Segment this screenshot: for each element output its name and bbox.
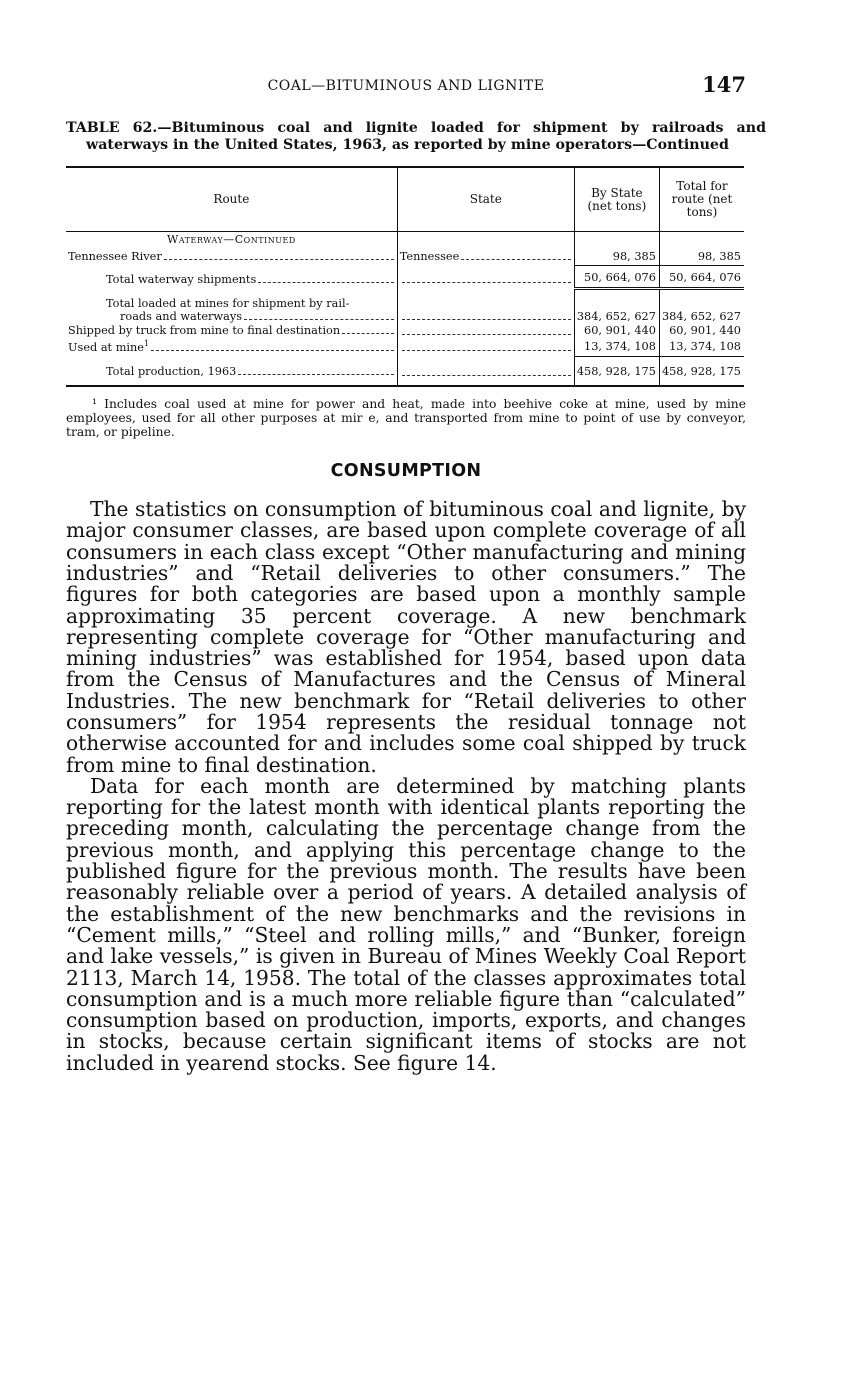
- route-used-at-mine: Used at mine$^1$: [68, 339, 150, 354]
- cell-by-state: 458, 928, 175: [574, 356, 659, 386]
- table-caption: TABLE 62.—Bituminous coal and lignite loaded for shipment by railroads and waterways in the United States, 1963, as reported by mine operators—Continued: [66, 120, 766, 153]
- cell-total: 98, 385: [659, 249, 744, 266]
- cell-by-state: 384, 652, 627: [574, 288, 659, 325]
- route-total-loaded-line2: roads and waterways: [120, 309, 243, 323]
- cell-by-state: 98, 385: [574, 249, 659, 266]
- footnote-mark: 1: [143, 339, 150, 349]
- shipment-table: [66, 166, 744, 387]
- body-text: [66, 499, 746, 1074]
- section-label: Waterway—Continued: [167, 233, 296, 246]
- cell-total: 50, 664, 076: [659, 266, 744, 289]
- route-tennessee-river: Tennessee River: [68, 250, 162, 264]
- header-by-state: By State (net tons): [574, 167, 659, 232]
- table-row: [66, 266, 744, 289]
- paragraph: Data for each month are determined by matching plants reporting for the latest month with identical plants reporting the preceding month, calculating the percentage change from the previous month, and applying this percentage change to the published figure for the previous month. The results have been reasonably reliable over a period of years. A detailed analysis of the establishment of the new benchmarks and the revisions in “Cement mills,” “Steel and rolling mills,” and “Bunker, foreign and lake vessels,” is given in Bureau of Mines Weekly Coal Report 2113, March 14, 1958. The total of the classes approximates total consumption and is a much more reliable figure than “calculated” consumption based on production, imports, exports, and changes in stocks, because certain significant items of stocks are not included in yearend stocks. See figure 14.: [66, 773, 746, 1075]
- route-total-loaded-line1: Total loaded at mines for shipment by rail-: [106, 297, 350, 311]
- paragraph: The statistics on consumption of bituminous coal and lignite, by major consumer classes, are based upon complete coverage of all consumers in each class except “Other manufacturing and mining industries” and “Retail deliveries to other consumers.” The figures for both categories are based upon a monthly sample approximating 35 percent coverage. A new benchmark representing complete coverage for “Other manufacturing and mining industries” was established for 1954, based upon data from the Census of Manufactures and the Census of Mineral Industries. The new benchmark for “Retail deliveries to other consumers” for 1954 represents the residual tonnage not otherwise accounted for and includes some coal shipped by truck from mine to final destination.: [66, 497, 746, 777]
- table-footnote: ¹ Includes coal used at mine for power and heat, made into beehive coke at mine, used by mine employees, used for all other purposes at mir e, and transported from mine to point of use by conveyor, tram, or pipeline.: [66, 397, 746, 440]
- table-row: [66, 338, 744, 356]
- running-head: [66, 70, 746, 108]
- cell-total: 458, 928, 175: [659, 356, 744, 386]
- header-state: State: [397, 167, 574, 232]
- cell-total: 384, 652, 627: [659, 288, 744, 325]
- cell-total: 60, 901, 440: [659, 325, 744, 338]
- header-total-for-route: Total for route (net tons): [659, 167, 744, 232]
- table-row: [66, 249, 744, 266]
- page-number: 147: [702, 72, 746, 97]
- cell-total: 13, 374, 108: [659, 338, 744, 356]
- cell-by-state: 60, 901, 440: [574, 325, 659, 338]
- state-tennessee: Tennessee: [399, 250, 460, 264]
- document-page: [66, 70, 766, 1075]
- table-row: [66, 356, 744, 386]
- table-row: [66, 325, 744, 338]
- cell-by-state: 13, 374, 108: [574, 338, 659, 356]
- table-header-row: [66, 167, 744, 232]
- header-route: Route: [66, 167, 397, 232]
- route-shipped-truck: Shipped by truck from mine to final destination: [68, 324, 341, 338]
- route-total-waterway: Total waterway shipments: [106, 272, 257, 286]
- section-heading: CONSUMPTION: [330, 461, 482, 482]
- section-row: [66, 232, 744, 249]
- table-row: [66, 288, 744, 325]
- cell-by-state: 50, 664, 076: [574, 266, 659, 289]
- running-title: COAL—BITUMINOUS AND LIGNITE: [267, 78, 545, 94]
- route-total-production: Total production, 1963: [106, 365, 237, 379]
